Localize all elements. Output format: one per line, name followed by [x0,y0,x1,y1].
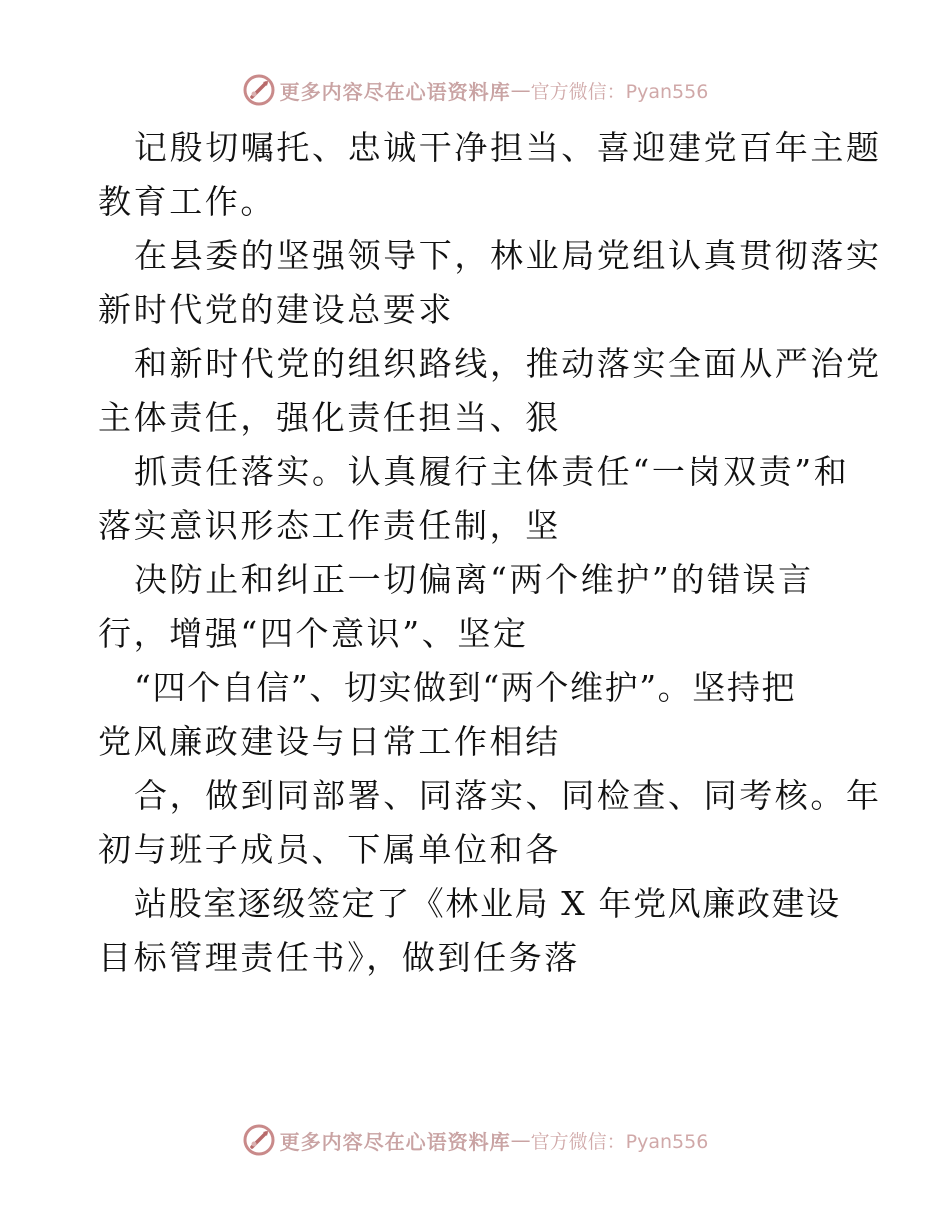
body-line: 落实意识形态工作责任制，坚 [98,506,561,545]
body-line: 目标管理责任书》，做到任务落 [98,938,580,977]
body-line: 决防止和纠正一切偏离“两个维护”的错误言 [134,560,814,599]
body-line: 新时代党的建设总要求 [98,290,454,329]
body-line: 抓责任落实。认真履行主体责任“一岗双责”和 [134,452,850,491]
body-line: 教育工作。 [98,182,276,221]
body-line: 合，做到同部署、同落实、同检查、同考核。年 [134,776,882,815]
body-line: 主体责任，强化责任担当、狠 [98,398,561,437]
footer-watermark [0,1122,950,1158]
watermark-text: 更多内容尽在心语资料库 [279,79,511,104]
body-line: 党风廉政建设与日常工作相结 [98,722,561,761]
watermark-contact: 官方微信：Pyan556 [530,1130,709,1153]
header-watermark [0,72,950,108]
body-line: 行，增强“四个意识”、坚定 [98,614,529,653]
body-line: 和新时代党的组织路线，推动落实全面从严治党 [134,344,882,383]
body-line: 初与班子成员、下属单位和各 [98,830,561,869]
document-body [98,121,882,985]
body-line: 站股室逐级签定了《林业局 X 年党风廉政建设 [134,884,841,923]
logo-icon [242,73,276,107]
body-line: 在县委的坚强领导下，林业局党组认真贯彻落实 [134,236,882,275]
watermark-text: 更多内容尽在心语资料库 [279,1129,511,1154]
watermark-separator: — [510,78,531,102]
logo-icon [242,1123,276,1157]
watermark-contact: 官方微信：Pyan556 [530,80,709,103]
body-line: 记殷切嘱托、忠诚干净担当、喜迎建党百年主题 [134,128,882,167]
body-line: “四个自信”、切实做到“两个维护”。坚持把 [134,668,797,707]
watermark-separator: — [510,1128,531,1152]
